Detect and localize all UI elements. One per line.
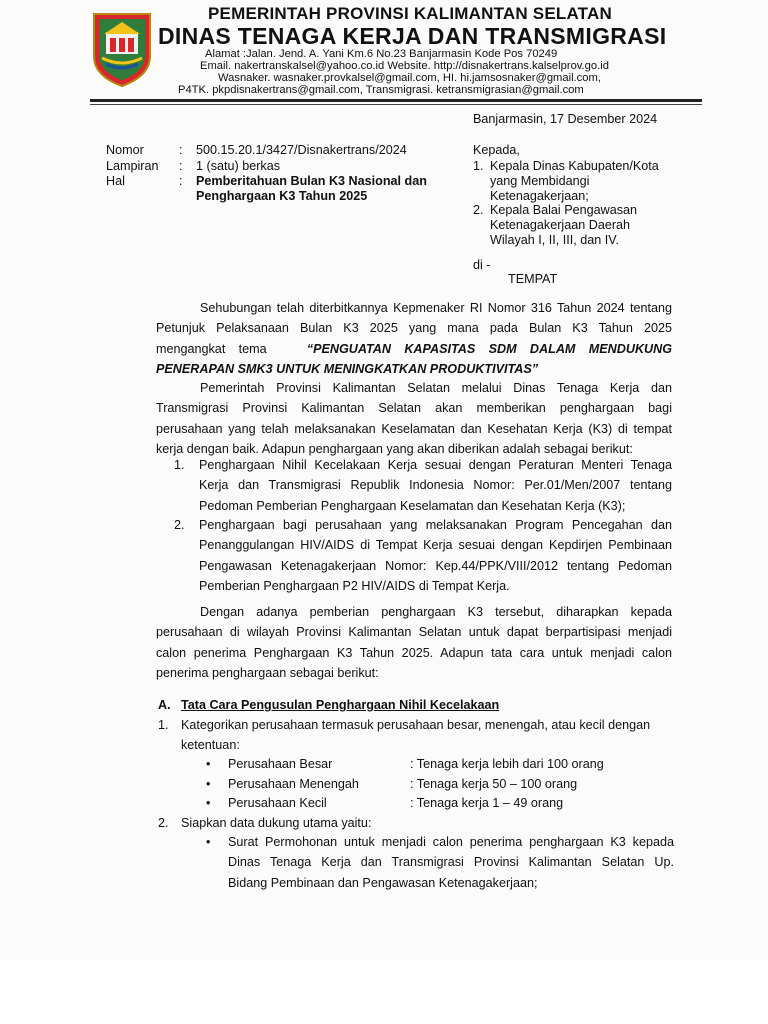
kepada-label: Kepada, <box>473 143 520 157</box>
hal-value-line-2: Penghargaan K3 Tahun 2025 <box>196 189 368 203</box>
paragraph-program <box>156 378 672 459</box>
item-line: ketentuan: <box>181 738 240 752</box>
lampiran-value: 1 (satu) berkas <box>196 159 280 173</box>
recipient-line: Ketenagakerjaan; <box>490 189 589 203</box>
item-line: Siapkan data dukung utama yaitu: <box>181 816 372 830</box>
recipient-line: Kepala Dinas Kabupaten/Kota <box>490 159 659 173</box>
header-divider-thick <box>90 99 702 102</box>
theme-title-2: PENERAPAN SMK3 UNTUK MENINGKATKAN PRODUKTIVITAS” <box>156 361 539 376</box>
paragraph-participation <box>156 602 672 683</box>
paragraph-line: Surat Permohonan untuk menjadi calon penerima penghargaan K3 kepada <box>228 835 674 849</box>
address-line: Email. nakertranskalsel@yahoo.co.id Website. http://disnakertrans.kalselprov.go.id <box>200 60 609 72</box>
bullet: • <box>206 835 211 849</box>
category-name: Perusahaan Besar <box>228 757 333 771</box>
nomor-label: Nomor <box>106 143 144 157</box>
paragraph-line: Penanggulangan HIV/AIDS di Tempat Kerja sesuai dengan Kepdirjen Pembinaan <box>199 538 672 553</box>
di-label: di - <box>473 258 491 272</box>
category-name: Perusahaan Menengah <box>228 777 359 791</box>
paragraph-line: perusahaan di wilayah Provinsi Kalimantan Selatan untuk dapat berpartisipasi menjadi <box>156 625 672 640</box>
address-line: P4TK. pkpdisnakertrans@gmail.com, Transmigrasi. ketransmigrasian@gmail.com <box>178 84 584 96</box>
paragraph-line: Transmigrasi Provinsi Kalimantan Selatan akan memberikan penghargaan bagi <box>156 401 672 416</box>
org-line-2: DINAS TENAGA KERJA DAN TRANSMIGRASI <box>158 23 667 49</box>
paragraph-line-theme <box>156 339 672 359</box>
paragraph-line: Petunjuk Pelaksanaan Bulan K3 2025 yang mana pada Bulan K3 Tahun 2025 <box>156 321 672 336</box>
recipient-number: 2. <box>473 203 484 217</box>
page-bottom-margin <box>0 960 768 1024</box>
category-value: : Tenaga kerja lebih dari 100 orang <box>410 757 604 771</box>
category-value: : Tenaga kerja 1 – 49 orang <box>410 796 564 810</box>
paragraph-line: perusahaan yang telah melaksanakan Keselamatan dan Kesehatan Kerja (K3) di tempat <box>156 421 672 436</box>
award-item-1 <box>199 455 672 516</box>
theme-prefix: mengangkat tema <box>156 341 267 356</box>
award-item-2 <box>199 515 672 596</box>
place-date: Banjarmasin, 17 Desember 2024 <box>473 112 658 126</box>
hal-value-line-1: Pemberitahuan Bulan K3 Nasional dan <box>196 174 427 188</box>
provincial-emblem-logo <box>90 10 154 88</box>
item-number: 1. <box>158 718 169 732</box>
award-number: 2. <box>174 518 185 532</box>
bullet: • <box>206 796 211 810</box>
org-line-1: PEMERINTAH PROVINSI KALIMANTAN SELATAN <box>208 4 612 23</box>
paragraph-line: Kerja dan Transmigrasi Republik Indonesia Nomor: Per.01/Men/2007 tentang <box>199 478 672 493</box>
paragraph-line: Penghargaan bagi perusahaan yang melaksanakan Program Pencegahan dan <box>199 518 672 532</box>
address-line: Alamat :Jalan. Jend. A. Yani Km.6 No.23 Banjarmasin Kode Pos 70249 <box>205 48 558 60</box>
recipient-line: Ketenagakerjaan Daerah <box>490 218 631 232</box>
bullet: • <box>206 757 211 771</box>
section-a-letter: A. <box>158 698 171 712</box>
recipient-line: Wilayah I, II, III, dan IV. <box>490 233 620 247</box>
support-data-bullet <box>228 832 674 893</box>
paragraph-line: Bidang Pembinaan dan Pengawasan Ketenagakerjaan; <box>228 875 538 890</box>
lampiran-colon: : <box>179 159 183 173</box>
section-a-title: Tata Cara Pengusulan Penghargaan Nihil Kecelakaan <box>181 698 500 712</box>
award-number: 1. <box>174 458 185 472</box>
paragraph-line: Dinas Tenaga Kerja dan Transmigrasi Provinsi Kalimantan Selatan Up. <box>228 855 674 870</box>
address-line: Wasnaker. wasnaker.provkalsel@gmail.com, HI. hi.jamsosnaker@gmail.com, <box>218 72 601 84</box>
paragraph-line: Pedoman Pemberian Penghargaan Keselamatan dan Kesehatan Kerja (K3); <box>199 498 626 513</box>
paragraph-line: Pengawasan Ketenagakerjaan Nomor: Kep.44/PPK/VIII/2012 tentang Pedoman <box>199 558 672 573</box>
paragraph-line: Dengan adanya pemberian penghargaan K3 tersebut, diharapkan kepada <box>200 605 672 619</box>
tempat-label: TEMPAT <box>508 272 558 286</box>
item-line: Kategorikan perusahaan termasuk perusahaan besar, menengah, atau kecil dengan <box>181 718 651 732</box>
nomor-value: 500.15.20.1/3427/Disnakertrans/2024 <box>196 143 407 157</box>
paragraph-line: Sehubungan telah diterbitkannya Kepmenaker RI Nomor 316 Tahun 2024 tentang <box>200 301 672 315</box>
paragraph-line: penerima penghargaan sebagai berikut: <box>156 665 379 680</box>
category-value: : Tenaga kerja 50 – 100 orang <box>410 777 578 791</box>
recipient-line: Kepala Balai Pengawasan <box>490 203 638 217</box>
lampiran-label: Lampiran <box>106 159 159 173</box>
header-divider-thin <box>90 104 702 105</box>
recipient-number: 1. <box>473 159 484 173</box>
hal-label: Hal <box>106 174 125 188</box>
paragraph-line <box>156 359 672 379</box>
paragraph-line: Penghargaan Nihil Kecelakaan Kerja sesuai dengan Peraturan Menteri Tenaga <box>199 458 672 472</box>
hal-colon: : <box>179 174 183 188</box>
paragraph-intro <box>156 298 672 379</box>
paragraph-line: kerja dengan baik. Adapun penghargaan yang akan diberikan adalah sebagai berikut: <box>156 441 633 456</box>
recipient-line: yang Membidangi <box>490 174 590 188</box>
item-number: 2. <box>158 816 169 830</box>
theme-title-1: “PENGUATAN KAPASITAS SDM DALAM MENDUKUNG <box>306 341 673 356</box>
bullet: • <box>206 777 211 791</box>
nomor-colon: : <box>179 143 183 157</box>
paragraph-line: Pemerintah Provinsi Kalimantan Selatan melalui Dinas Tenaga Kerja dan <box>200 381 672 395</box>
category-name: Perusahaan Kecil <box>228 796 327 810</box>
paragraph-line: calon penerima Penghargaan K3 Tahun 2025. Adapun tata cara untuk menjadi calon <box>156 645 672 660</box>
paragraph-line: Pemberian Penghargaan P2 HIV/AIDS di Tempat Kerja. <box>199 578 510 593</box>
